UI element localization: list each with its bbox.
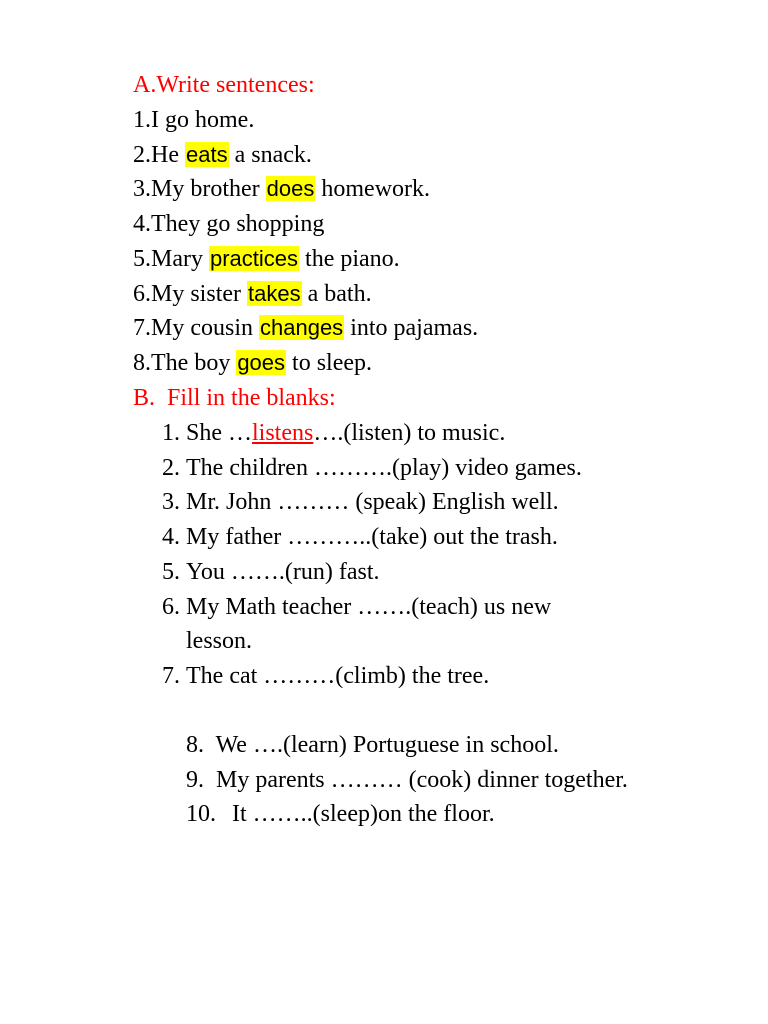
highlighted-verb: eats xyxy=(185,142,228,167)
item-text: The cat ………(climb) the tree. xyxy=(186,663,490,689)
item-text: The children ……….(play) video games. xyxy=(186,455,582,481)
item-number: 8. xyxy=(186,732,204,758)
section-b-item-6 xyxy=(162,590,551,624)
section-a-item-2 xyxy=(133,138,312,172)
item-number: 2. xyxy=(133,142,151,168)
item-text: lesson. xyxy=(186,628,252,654)
item-number: 1. xyxy=(133,107,151,133)
section-a-item-3 xyxy=(133,172,430,206)
highlighted-verb: changes xyxy=(260,315,344,340)
item-text: My Math teacher …….(teach) us new xyxy=(186,594,552,620)
item-text-after: ….(listen) to music. xyxy=(313,420,506,446)
section-a-heading: A.Write sentences: xyxy=(133,72,315,98)
item-number: 6. xyxy=(162,594,180,620)
answer-text: listens xyxy=(252,420,314,446)
section-a-item-7 xyxy=(133,311,478,345)
item-text: My brother xyxy=(151,176,266,202)
item-number: 3. xyxy=(162,489,180,515)
section-b-item-8 xyxy=(162,694,559,758)
item-text: They go shopping xyxy=(151,211,325,237)
section-a-item-6 xyxy=(133,277,372,311)
item-text: Mary xyxy=(151,246,209,272)
item-text-after: homework. xyxy=(315,176,431,202)
section-b-item-5 xyxy=(162,555,380,589)
item-number: 5. xyxy=(162,559,180,585)
section-a-item-5 xyxy=(133,242,400,276)
item-number: 9. xyxy=(186,767,204,793)
item-text: It ……..(sleep)on the floor. xyxy=(226,801,495,827)
item-number: 3. xyxy=(133,176,151,202)
section-b-item-1 xyxy=(162,416,505,450)
section-b-item-6-continuation xyxy=(162,624,252,658)
item-text-after: a bath. xyxy=(301,281,372,307)
item-text: My sister xyxy=(151,281,247,307)
item-text: My cousin xyxy=(151,315,259,341)
item-number: 1. xyxy=(162,420,180,446)
section-b-item-2 xyxy=(162,451,582,485)
highlighted-verb: does xyxy=(266,176,315,201)
item-text: My father ………..(take) out the trash. xyxy=(186,524,558,550)
section-b-item-9 xyxy=(162,729,628,793)
item-text: My parents ……… (cook) dinner together. xyxy=(210,767,628,793)
item-text: I go home. xyxy=(151,107,255,133)
item-number: 10. xyxy=(186,801,216,827)
item-number: 7. xyxy=(133,315,151,341)
item-text: We ….(learn) Portuguese in school. xyxy=(210,732,559,758)
section-a-item-8 xyxy=(133,346,372,380)
section-b-item-3 xyxy=(162,485,559,519)
item-text: He xyxy=(151,142,185,168)
item-number: 5. xyxy=(133,246,151,272)
section-b-item-7 xyxy=(162,659,489,693)
item-text-after: to sleep. xyxy=(286,350,373,376)
item-number: 4. xyxy=(133,211,151,237)
item-number: 4. xyxy=(162,524,180,550)
section-b-item-10 xyxy=(162,763,495,827)
item-number: 8. xyxy=(133,350,151,376)
section-b-item-4 xyxy=(162,520,558,554)
highlighted-verb: takes xyxy=(248,281,301,306)
item-number: 7. xyxy=(162,663,180,689)
section-b-heading: B. Fill in the blanks: xyxy=(133,385,336,411)
item-number: 6. xyxy=(133,281,151,307)
item-text-after: a snack. xyxy=(228,142,312,168)
item-text: Mr. John ……… (speak) English well. xyxy=(186,489,559,515)
item-text: She … xyxy=(186,420,252,446)
section-a-item-1 xyxy=(133,103,254,137)
item-text: You …….(run) fast. xyxy=(186,559,380,585)
item-number: 2. xyxy=(162,455,180,481)
section-a-item-4 xyxy=(133,207,324,241)
item-text-after: the piano. xyxy=(299,246,400,272)
highlighted-verb: goes xyxy=(237,350,286,375)
item-text: The boy xyxy=(151,350,237,376)
item-text-after: into pajamas. xyxy=(344,315,479,341)
highlighted-verb: practices xyxy=(209,246,299,271)
